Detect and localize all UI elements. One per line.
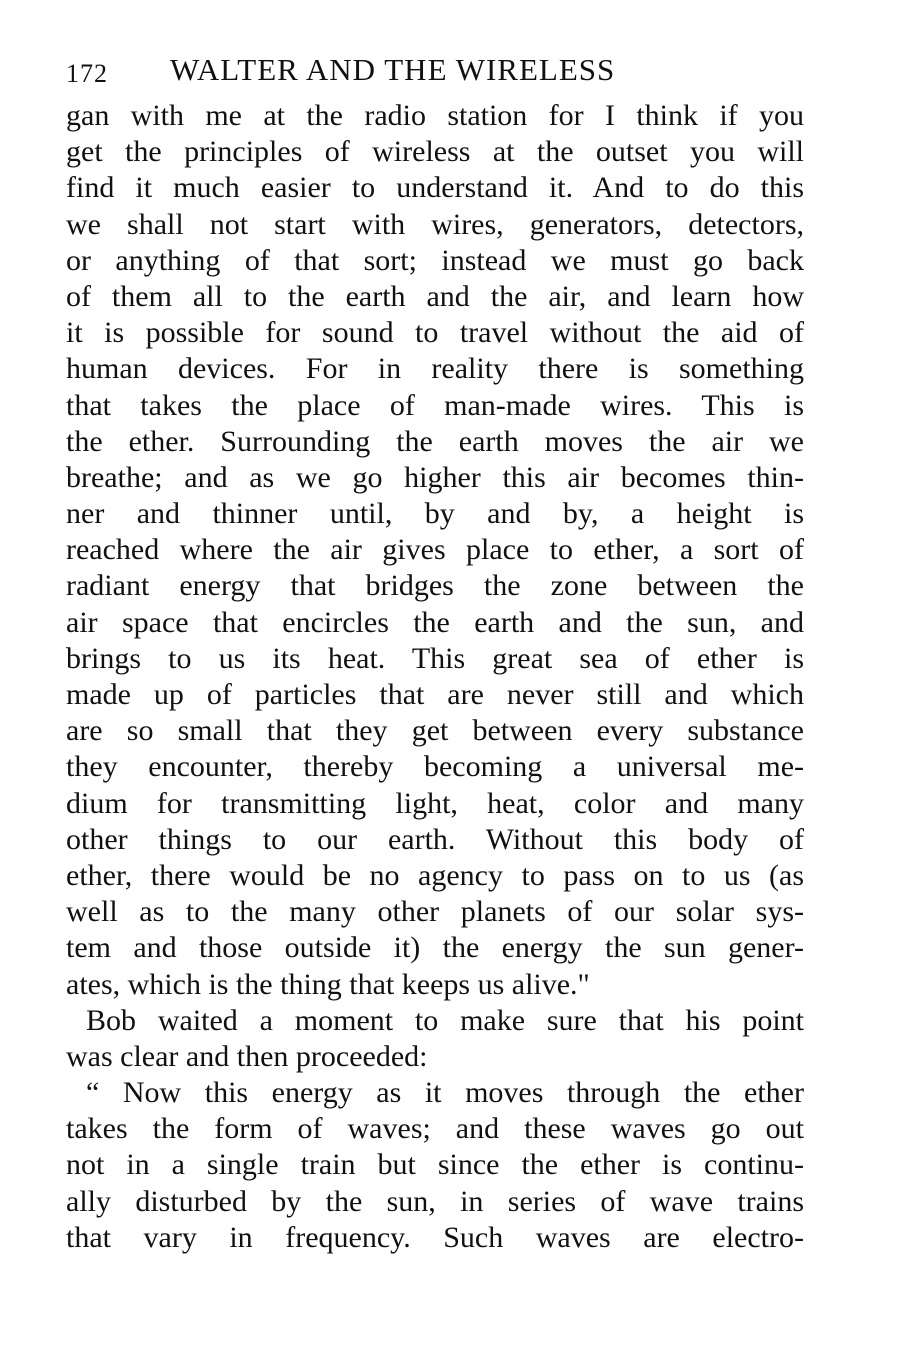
text-line: the ether. Surrounding the earth moves the air we [66,424,804,458]
text-line: of them all to the earth and the air, and learn how [66,279,804,313]
paragraph-start-line: “ Now this energy as it moves through the ether [86,1076,804,1110]
text-line: takes the form of waves; and these waves go out [66,1112,804,1146]
text-line: find it much easier to understand it. And to do this [66,171,804,205]
text-line: it is possible for sound to travel without the aid of [66,316,804,350]
text-line: well as to the many other planets of our solar sys- [66,895,804,929]
body-text [66,98,804,1256]
page-header [66,52,804,98]
text-line: air space that encircles the earth and the sun, and [66,605,804,639]
text-line: they encounter, thereby becoming a universal me- [66,750,804,784]
text-line: that takes the place of man-made wires. This is [66,388,804,422]
text-line: brings to us its heat. This great sea of ether is [66,641,804,675]
paragraph-end-line: was clear and then proceeded: [66,1039,428,1073]
text-line: ether, there would be no agency to pass on to us (as [66,858,804,892]
text-line: get the principles of wireless at the outset you will [66,135,804,169]
text-line: or anything of that sort; instead we must go back [66,243,804,277]
page-number: 172 [66,59,108,88]
text-line: ner and thinner until, by and by, a height is [66,497,804,531]
text-line: tem and those outside it) the energy the sun gener- [66,931,804,965]
text-line: dium for transmitting light, heat, color and many [66,786,804,820]
text-line: ally disturbed by the sun, in series of wave trains [66,1184,804,1218]
text-line: reached where the air gives place to ether, a sort of [66,533,804,567]
text-line: other things to our earth. Without this body of [66,822,804,856]
running-title: WALTER AND THE WIRELESS [170,52,616,87]
paragraph-start-line: Bob waited a moment to make sure that his point [86,1003,804,1037]
book-page [66,52,804,1256]
text-line: we shall not start with wires, generators, detectors, [66,207,804,241]
text-line: not in a single train but since the ether is continu- [66,1148,804,1182]
text-line: made up of particles that are never still and which [66,678,804,711]
paragraph-end-line: ates, which is the thing that keeps us alive." [66,967,590,1001]
text-line: are so small that they get between every substance [66,714,804,748]
text-line: gan with me at the radio station for I think if you [66,99,804,132]
text-line: breathe; and as we go higher this air becomes thin- [66,460,804,494]
text-line: that vary in frequency. Such waves are electro- [66,1220,804,1254]
text-line: human devices. For in reality there is something [66,352,804,386]
text-line: radiant energy that bridges the zone between the [66,569,804,603]
